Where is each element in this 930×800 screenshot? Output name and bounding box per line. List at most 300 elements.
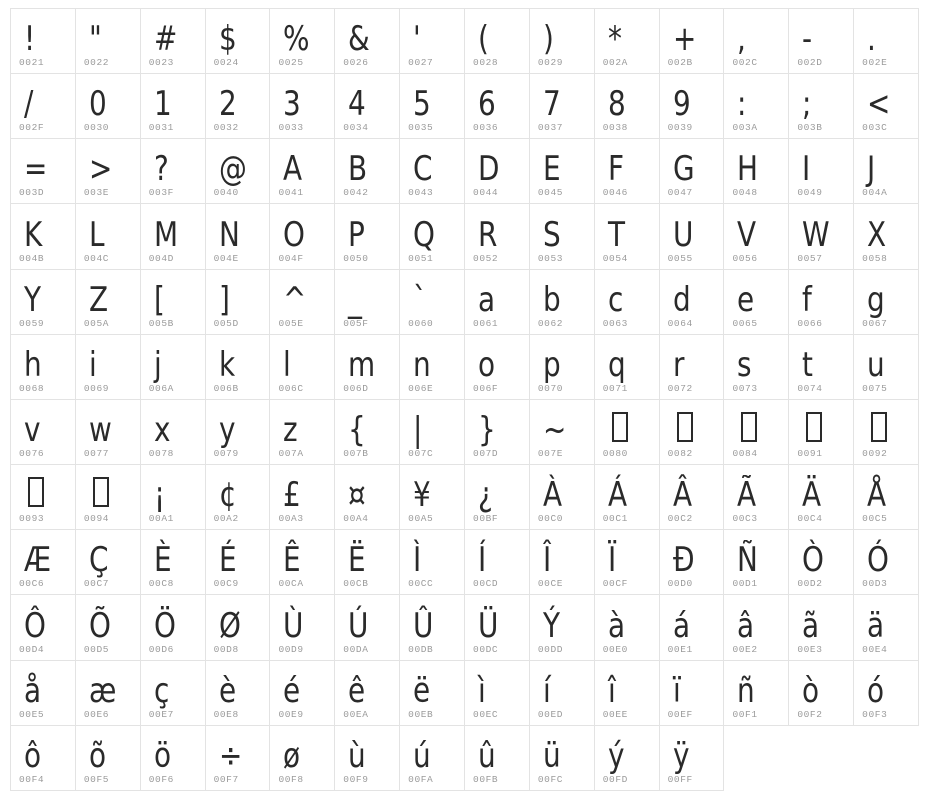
glyph-cell — [334, 203, 400, 269]
glyph-cell — [205, 529, 271, 595]
glyph: U — [672, 214, 694, 255]
glyph: z — [283, 410, 299, 451]
glyph-cell — [10, 334, 76, 400]
glyph: k — [218, 344, 235, 385]
codepoint-label: 00C9 — [213, 578, 239, 590]
codepoint-label: 006B — [213, 382, 239, 394]
glyph: Ý — [542, 605, 560, 646]
glyph-cell — [723, 399, 789, 465]
glyph: å — [24, 670, 42, 711]
codepoint-label: 00C7 — [83, 578, 110, 590]
glyph: W — [802, 214, 830, 255]
glyph-cell — [529, 138, 595, 204]
glyph: õ — [88, 735, 106, 776]
codepoint-label: 003F — [148, 187, 174, 199]
codepoint-label: 002F — [19, 122, 45, 134]
codepoint-label: 0082 — [667, 448, 693, 460]
glyph-cell — [399, 8, 465, 74]
codepoint-label: 00EA — [343, 708, 369, 720]
glyph: È — [153, 540, 172, 581]
codepoint-label: 0093 — [19, 513, 45, 525]
codepoint-label: 00C1 — [602, 513, 628, 525]
glyph: q — [607, 344, 626, 385]
glyph: P — [348, 214, 366, 255]
codepoint-label: 004A — [862, 187, 888, 199]
glyph: Ã — [737, 475, 757, 516]
codepoint-label: 00E0 — [602, 643, 628, 655]
codepoint-label: 007B — [343, 448, 369, 460]
glyph: B — [348, 149, 368, 190]
codepoint-label: 00C4 — [797, 513, 823, 525]
glyph-cell — [140, 594, 206, 660]
codepoint-label: 00CE — [537, 578, 564, 590]
codepoint-label: 006D — [343, 382, 369, 394]
glyph-cell — [723, 269, 789, 335]
codepoint-label: 00A5 — [408, 513, 434, 525]
codepoint-label: 0026 — [343, 57, 369, 69]
glyph-cell — [594, 464, 660, 530]
codepoint-label: 00EB — [408, 708, 434, 720]
missing-glyph-box — [28, 477, 44, 507]
glyph-cell — [205, 399, 271, 465]
glyph: m — [348, 344, 376, 385]
codepoint-label: 00FB — [473, 773, 499, 785]
glyph: + — [672, 19, 696, 60]
glyph: J — [867, 149, 876, 190]
codepoint-label: 00F2 — [797, 708, 823, 720]
glyph-cell — [659, 529, 725, 595]
codepoint-label: 00D2 — [797, 578, 823, 590]
codepoint-label: 0048 — [732, 187, 758, 199]
glyph: Z — [88, 279, 108, 320]
glyph: i — [88, 344, 97, 385]
codepoint-label: 0074 — [797, 382, 823, 394]
glyph-cell — [659, 464, 725, 530]
codepoint-label: 0021 — [19, 57, 45, 69]
glyph-cell — [529, 464, 595, 530]
codepoint-label: 003D — [19, 187, 45, 199]
codepoint-label: 0084 — [732, 448, 758, 460]
glyph: K — [24, 214, 43, 255]
glyph-cell — [659, 203, 725, 269]
glyph-cell — [10, 594, 76, 660]
codepoint-label: 00E2 — [732, 643, 758, 655]
codepoint-label: 0068 — [19, 382, 45, 394]
glyph-cell — [529, 269, 595, 335]
glyph: p — [542, 344, 561, 385]
glyph: , — [737, 19, 747, 60]
glyph-cell — [334, 73, 400, 139]
glyph-cell — [464, 725, 530, 791]
codepoint-label: 00F1 — [732, 708, 758, 720]
glyph-cell — [140, 529, 206, 595]
codepoint-label: 00E4 — [862, 643, 888, 655]
codepoint-label: 0058 — [862, 252, 888, 264]
glyph: Q — [413, 214, 436, 255]
glyph: ï — [672, 670, 681, 711]
codepoint-label: 0040 — [213, 187, 239, 199]
codepoint-label: 004F — [278, 252, 304, 264]
glyph-cell — [140, 725, 206, 791]
glyph: ý — [607, 735, 625, 776]
glyph: û — [478, 735, 496, 776]
glyph: $ — [218, 19, 237, 60]
codepoint-label: 00DB — [408, 643, 434, 655]
codepoint-label: 006E — [408, 382, 434, 394]
glyph-cell — [723, 334, 789, 400]
glyph: - — [802, 19, 813, 60]
glyph-cell — [269, 660, 335, 726]
glyph-cell — [75, 203, 141, 269]
codepoint-label: 00C6 — [19, 578, 45, 590]
glyph-cell — [10, 138, 76, 204]
codepoint-label: 00E1 — [667, 643, 693, 655]
glyph-cell — [788, 594, 854, 660]
codepoint-label: 00C3 — [732, 513, 758, 525]
glyph: ^ — [283, 279, 307, 320]
codepoint-label: 0059 — [19, 317, 45, 329]
glyph: # — [153, 19, 178, 60]
glyph: ó — [867, 670, 885, 711]
glyph: è — [218, 670, 236, 711]
glyph-cell — [269, 73, 335, 139]
glyph-cell — [723, 529, 789, 595]
glyph-cell — [140, 464, 206, 530]
codepoint-label: 003A — [732, 122, 758, 134]
glyph: ] — [218, 279, 230, 320]
glyph-cell — [205, 8, 271, 74]
glyph: _ — [348, 279, 363, 320]
glyph-cell — [659, 660, 725, 726]
glyph: 1 — [153, 84, 172, 125]
codepoint-label: 00CA — [278, 578, 304, 590]
glyph: â — [737, 605, 755, 646]
glyph-cell — [594, 529, 660, 595]
glyph: Õ — [88, 605, 111, 646]
glyph-cell — [399, 660, 465, 726]
glyph-cell — [140, 660, 206, 726]
glyph: ! — [24, 19, 36, 60]
codepoint-label: 0033 — [278, 122, 304, 134]
glyph-cell — [75, 529, 141, 595]
codepoint-label: 0047 — [667, 187, 693, 199]
codepoint-label: 0071 — [602, 382, 628, 394]
codepoint-label: 00E5 — [19, 708, 45, 720]
glyph-cell — [659, 138, 725, 204]
glyph: r — [672, 344, 685, 385]
codepoint-label: 00E7 — [148, 708, 174, 720]
glyph: 2 — [218, 84, 237, 125]
glyph: Ô — [24, 605, 46, 646]
glyph-cell — [140, 73, 206, 139]
codepoint-label: 0094 — [83, 513, 110, 525]
glyph: s — [737, 344, 752, 385]
glyph: Î — [542, 540, 552, 581]
codepoint-label: 00D9 — [278, 643, 304, 655]
glyph-cell — [594, 73, 660, 139]
glyph-cell — [659, 725, 725, 791]
glyph: Á — [607, 475, 627, 516]
glyph-cell — [10, 203, 76, 269]
glyph-cell — [464, 334, 530, 400]
glyph: Ð — [672, 540, 695, 581]
glyph: Ò — [802, 540, 825, 581]
glyph: ë — [413, 670, 431, 711]
glyph-cell — [853, 399, 919, 465]
glyph-cell — [10, 660, 76, 726]
codepoint-label: 006C — [278, 382, 304, 394]
codepoint-label: 00CC — [408, 578, 434, 590]
glyph: ~ — [542, 410, 567, 451]
glyph-cell — [788, 529, 854, 595]
codepoint-label: 00A2 — [213, 513, 239, 525]
glyph-cell — [205, 73, 271, 139]
missing-glyph-box — [612, 412, 628, 442]
glyph: Û — [413, 605, 434, 646]
glyph: f — [802, 279, 813, 320]
codepoint-label: 0038 — [602, 122, 628, 134]
glyph: Ù — [283, 605, 304, 646]
glyph: ? — [153, 149, 169, 190]
codepoint-label: 0053 — [537, 252, 564, 264]
codepoint-label: 0073 — [732, 382, 758, 394]
codepoint-label: 0042 — [343, 187, 369, 199]
glyph-cell — [334, 594, 400, 660]
codepoint-label: 00DC — [473, 643, 499, 655]
glyph-cell — [464, 269, 530, 335]
glyph-cell — [853, 269, 919, 335]
glyph-cell — [464, 529, 530, 595]
glyph: V — [737, 214, 757, 255]
codepoint-label: 002E — [862, 57, 888, 69]
codepoint-label: 00F6 — [148, 773, 174, 785]
glyph-cell — [464, 138, 530, 204]
glyph-cell — [853, 660, 919, 726]
codepoint-label: 004D — [148, 252, 174, 264]
glyph-cell — [529, 203, 595, 269]
codepoint-label: 00F8 — [278, 773, 304, 785]
glyph-cell — [464, 203, 530, 269]
codepoint-label: 0049 — [797, 187, 823, 199]
codepoint-label: 00CD — [473, 578, 499, 590]
glyph: v — [24, 410, 41, 451]
glyph: 8 — [607, 84, 626, 125]
codepoint-label: 0064 — [667, 317, 693, 329]
glyph-cell — [464, 73, 530, 139]
charmap-grid — [10, 8, 922, 790]
glyph-cell — [205, 660, 271, 726]
glyph: ñ — [737, 670, 756, 711]
glyph-cell — [140, 269, 206, 335]
glyph-cell — [269, 8, 335, 74]
glyph: Ê — [283, 540, 302, 581]
codepoint-label: 0051 — [408, 252, 434, 264]
glyph-cell — [205, 203, 271, 269]
codepoint-label: 00CF — [602, 578, 628, 590]
glyph-cell — [10, 399, 76, 465]
codepoint-label: 00D1 — [732, 578, 758, 590]
codepoint-label: 0029 — [537, 57, 564, 69]
glyph-cell — [10, 725, 76, 791]
glyph-cell — [10, 269, 76, 335]
glyph-cell — [140, 203, 206, 269]
glyph: î — [607, 670, 616, 711]
glyph-cell — [594, 269, 660, 335]
glyph: é — [283, 670, 301, 711]
missing-glyph-box — [806, 412, 822, 442]
glyph: F — [607, 149, 624, 190]
glyph: á — [672, 605, 690, 646]
glyph-cell — [788, 203, 854, 269]
glyph-cell — [334, 529, 400, 595]
glyph: h — [24, 344, 42, 385]
glyph: à — [607, 605, 625, 646]
glyph-cell — [853, 464, 919, 530]
codepoint-label: 00ED — [537, 708, 564, 720]
codepoint-label: 002A — [602, 57, 628, 69]
codepoint-label: 0070 — [537, 382, 564, 394]
glyph: O — [283, 214, 306, 255]
glyph-cell — [788, 269, 854, 335]
codepoint-label: 0055 — [667, 252, 693, 264]
glyph: d — [672, 279, 691, 320]
glyph: ¤ — [348, 475, 367, 516]
glyph: b — [542, 279, 561, 320]
glyph: M — [153, 214, 178, 255]
codepoint-label: 007E — [537, 448, 564, 460]
glyph-cell — [75, 464, 141, 530]
codepoint-label: 0052 — [473, 252, 499, 264]
codepoint-label: 0035 — [408, 122, 434, 134]
glyph: Ì — [413, 540, 422, 581]
glyph: ú — [413, 735, 431, 776]
codepoint-label: 00D8 — [213, 643, 239, 655]
glyph: w — [88, 410, 112, 451]
glyph: = — [24, 149, 48, 190]
glyph-cell — [529, 529, 595, 595]
codepoint-label: 00A3 — [278, 513, 304, 525]
codepoint-label: 00EC — [473, 708, 499, 720]
glyph: N — [218, 214, 240, 255]
glyph-cell — [659, 594, 725, 660]
codepoint-label: 00A4 — [343, 513, 369, 525]
glyph: Ó — [867, 540, 890, 581]
glyph-cell — [723, 8, 789, 74]
glyph-cell — [594, 138, 660, 204]
glyph-cell — [334, 725, 400, 791]
glyph-cell — [788, 464, 854, 530]
glyph: j — [153, 344, 162, 385]
codepoint-label: 0022 — [83, 57, 110, 69]
glyph-cell — [399, 73, 465, 139]
codepoint-label: 0067 — [862, 317, 888, 329]
codepoint-label: 00D4 — [19, 643, 45, 655]
glyph: ç — [153, 670, 170, 711]
glyph: o — [478, 344, 496, 385]
codepoint-label: 0057 — [797, 252, 823, 264]
glyph-cell — [788, 660, 854, 726]
glyph: u — [867, 344, 885, 385]
glyph: 4 — [348, 84, 367, 125]
glyph-cell — [269, 464, 335, 530]
codepoint-label: 00E3 — [797, 643, 823, 655]
codepoint-label: 007D — [473, 448, 499, 460]
glyph: g — [867, 279, 885, 320]
codepoint-label: 0023 — [148, 57, 174, 69]
glyph-cell — [723, 138, 789, 204]
missing-glyph-box — [741, 412, 757, 442]
glyph-cell — [529, 8, 595, 74]
missing-glyph-box — [677, 412, 693, 442]
codepoint-label: 00C5 — [862, 513, 888, 525]
codepoint-label: 00CB — [343, 578, 369, 590]
codepoint-label: 00FD — [602, 773, 628, 785]
glyph: ) — [542, 19, 554, 60]
codepoint-label: 007C — [408, 448, 434, 460]
glyph: | — [413, 410, 423, 451]
glyph: ô — [24, 735, 42, 776]
codepoint-label: 005F — [343, 317, 369, 329]
glyph: ( — [478, 19, 489, 60]
glyph: ø — [283, 735, 301, 776]
glyph: " — [88, 19, 102, 60]
codepoint-label: 005D — [213, 317, 239, 329]
codepoint-label: 002B — [667, 57, 693, 69]
glyph-cell — [399, 594, 465, 660]
glyph-cell — [269, 725, 335, 791]
codepoint-label: 00BF — [473, 513, 499, 525]
glyph-cell — [205, 138, 271, 204]
codepoint-label: 007A — [278, 448, 304, 460]
codepoint-label: 00E8 — [213, 708, 239, 720]
codepoint-label: 0062 — [537, 317, 564, 329]
glyph: ü — [542, 735, 561, 776]
codepoint-label: 002C — [732, 57, 758, 69]
glyph-cell — [399, 138, 465, 204]
missing-glyph-box — [871, 412, 887, 442]
codepoint-label: 0039 — [667, 122, 693, 134]
codepoint-label: 00C2 — [667, 513, 693, 525]
codepoint-label: 00D0 — [667, 578, 693, 590]
glyph-cell — [659, 73, 725, 139]
glyph: Æ — [24, 540, 52, 581]
glyph-cell — [140, 8, 206, 74]
glyph-cell — [334, 8, 400, 74]
glyph: e — [737, 279, 755, 320]
codepoint-label: 0079 — [213, 448, 239, 460]
codepoint-label: 00EF — [667, 708, 693, 720]
glyph-cell — [464, 660, 530, 726]
glyph-cell — [723, 660, 789, 726]
glyph-cell — [140, 334, 206, 400]
glyph: ã — [802, 605, 820, 646]
glyph: T — [607, 214, 625, 255]
codepoint-label: 00FC — [537, 773, 564, 785]
glyph: [ — [153, 279, 165, 320]
glyph: { — [348, 410, 367, 451]
codepoint-label: 0027 — [408, 57, 434, 69]
codepoint-label: 0075 — [862, 382, 888, 394]
glyph: ä — [867, 605, 885, 646]
glyph: À — [542, 475, 562, 516]
glyph-cell — [464, 8, 530, 74]
codepoint-label: 0065 — [732, 317, 758, 329]
codepoint-label: 005B — [148, 317, 174, 329]
glyph: Ï — [607, 540, 616, 581]
glyph-cell — [788, 334, 854, 400]
glyph-cell — [399, 725, 465, 791]
glyph: ' — [413, 19, 421, 60]
